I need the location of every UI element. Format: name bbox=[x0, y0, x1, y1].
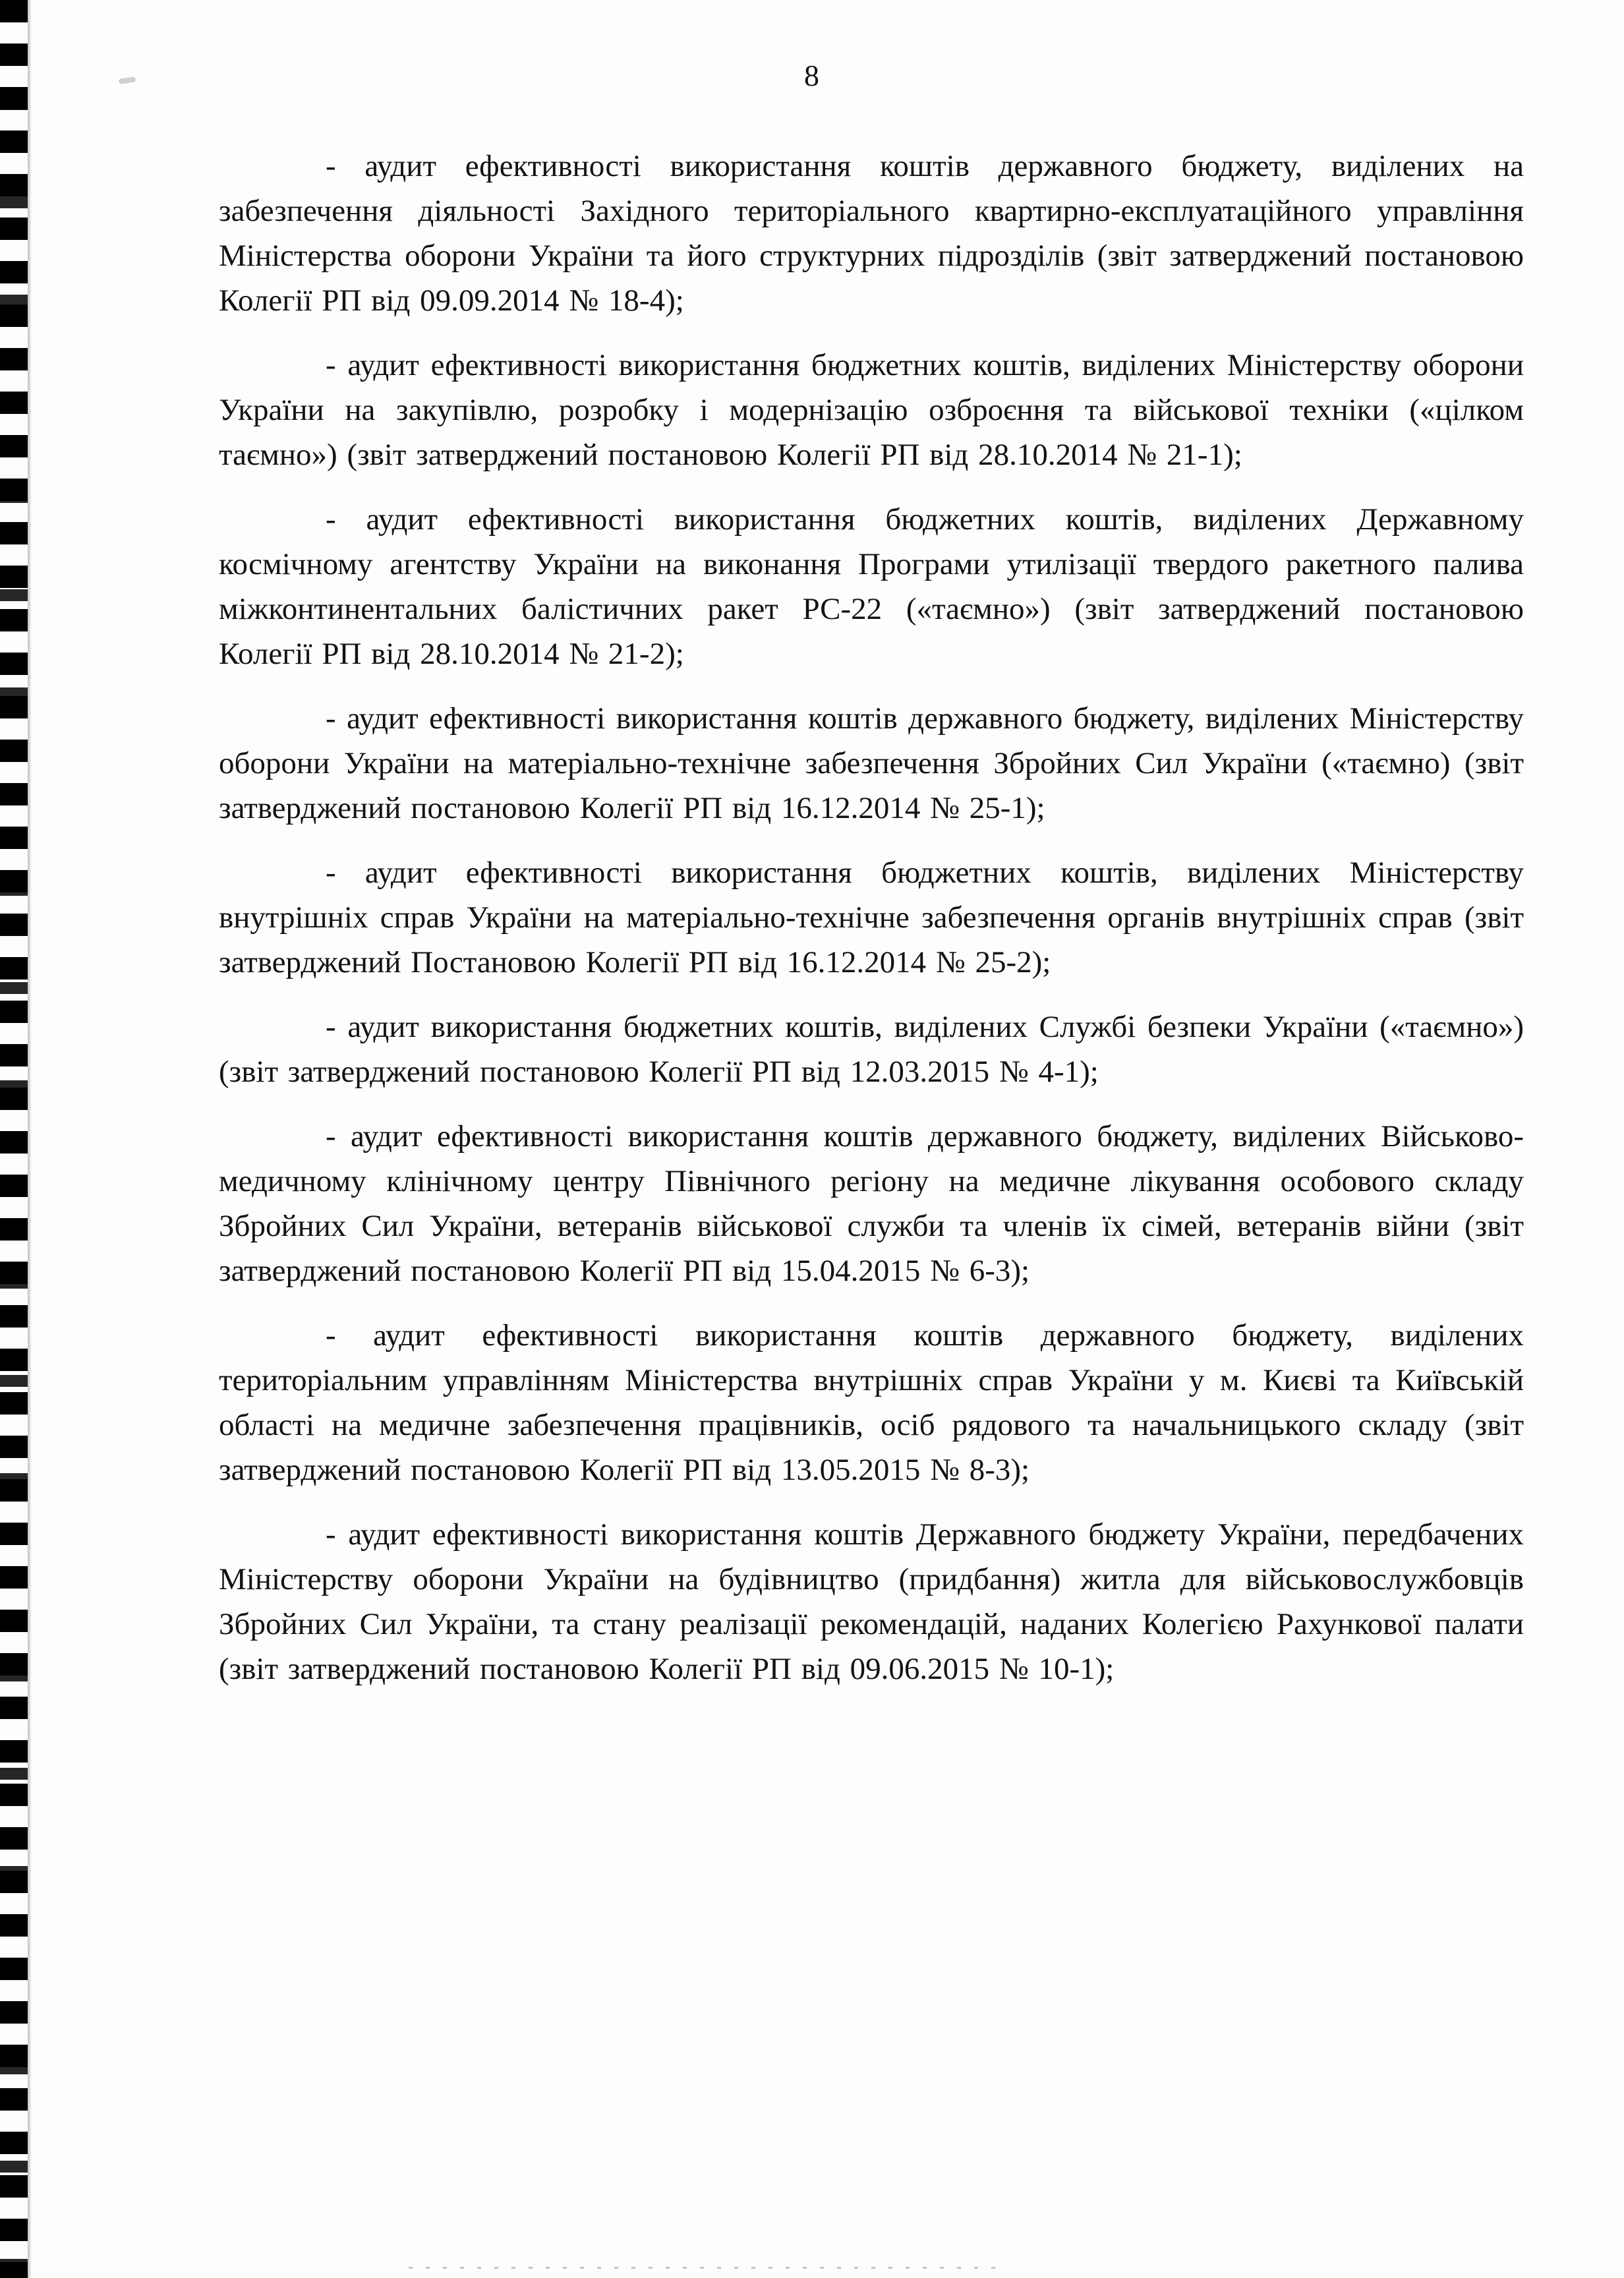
audit-item-paragraph: - аудит ефективності використання бюджетних коштів, виділених Міністерству внутрішніх справ України на матеріально-технічне забезпечення органів внутрішніх справ (звіт затверджений Постановою Колегії РП від 16.12.2014 № 25-2); bbox=[219, 856, 1524, 979]
audit-item-paragraph: - аудит ефективності використання коштів Державного бюджету України, передбачених Міністерству оборони України на будівництво (придбання) житла для військовослужбовців Збройних Сил України, та стану реалізації рекомендацій, наданих Колегією Рахункової палати (звіт затверджений постановою Колегії РП від 09.06.2015 № 10-1); bbox=[219, 1517, 1524, 1686]
audit-item-paragraph: - аудит ефективності використання бюджетних коштів, виділених Державному космічному агентству України на виконання Програми утилізації твердого ракетного палива міжконтинентальних балістичних ракет РС-22 («таємно») (звіт затверджений постановою Колегії РП від 28.10.2014 № 21-2); bbox=[219, 502, 1524, 671]
audit-item-paragraph: - аудит ефективності використання бюджетних коштів, виділених Міністерству оборони України на закупівлю, розробку і модернізацію озброєння та військової техніки («цілком таємно») (звіт затверджений постановою Колегії РП від 28.10.2014 № 21-1); bbox=[219, 348, 1524, 472]
audit-item-paragraph: - аудит використання бюджетних коштів, виділених Службі безпеки України («таємно») (звіт затверджений постановою Колегії РП від 12.03.2015 № 4-1); bbox=[219, 1010, 1524, 1089]
scan-bottom-artifact bbox=[409, 2267, 1002, 2269]
page-number: 8 bbox=[804, 59, 820, 92]
scan-artifact-strip bbox=[0, 0, 28, 2278]
document-body bbox=[219, 144, 1524, 1691]
audit-item-paragraph: - аудит ефективності використання коштів державного бюджету, виділених на забезпечення діяльності Західного територіального квартирно-експлуатаційного управління Міністерства оборони України та його структурних підрозділів (звіт затверджений постановою Колегії РП від 09.09.2014 № 18-4); bbox=[219, 149, 1524, 318]
audit-item-paragraph: - аудит ефективності використання коштів державного бюджету, виділених Військово-медичному клінічному центру Північного регіону на медичне лікування особового складу Збройних Сил України, ветеранів військової служби та членів їх сімей, ветеранів війни (звіт затверджений постановою Колегії РП від 15.04.2015 № 6-3); bbox=[219, 1119, 1524, 1288]
audit-item-paragraph: - аудит ефективності використання коштів державного бюджету, виділених територіальним управлінням Міністерства внутрішніх справ України у м. Києві та Київській області на медичне забезпечення працівників, осіб рядового та начальницького складу (звіт затверджений постановою Колегії РП від 13.05.2015 № 8-3); bbox=[219, 1318, 1524, 1487]
audit-item-paragraph: - аудит ефективності використання коштів державного бюджету, виділених Міністерству оборони України на матеріально-технічне забезпечення Збройних Сил України («таємно) (звіт затверджений постановою Колегії РП від 16.12.2014 № 25-1); bbox=[219, 701, 1524, 825]
